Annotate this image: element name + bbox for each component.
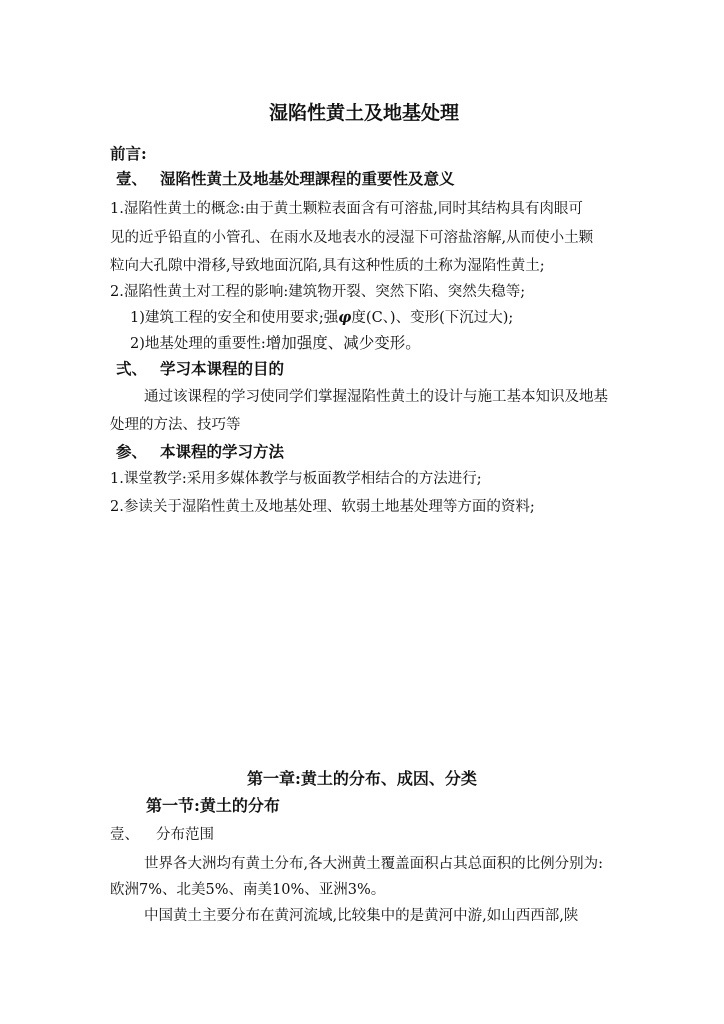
chapter-heading: 第一章:黄土的分布、成因、分类 bbox=[247, 769, 477, 788]
list-item-text: 2)地基处理的重要性: bbox=[130, 336, 266, 352]
section-heading: 第一节:黄土的分布 bbox=[146, 796, 280, 815]
paragraph-line: 2.参读关于湿陷性黄土及地基处理、软弱土地基处理等方面的资料; bbox=[110, 499, 535, 515]
section-1-number: 壹、 bbox=[116, 169, 148, 188]
paragraph-line: 中国黄土主要分布在黄河流域,比较集中的是黄河中游,如山西西部,陕 bbox=[144, 908, 579, 924]
subsection-number: 壹、 bbox=[110, 827, 139, 843]
subsection-heading: 分布范围 bbox=[156, 827, 214, 843]
section-2-number: 弍、 bbox=[116, 359, 148, 378]
paragraph-line: 通过该课程的学习使同学们掌握湿陷性黄土的设计与施工基本知识及地基 bbox=[144, 389, 608, 405]
section-2-heading: 学习本课程的目的 bbox=[160, 359, 285, 378]
phi-symbol: φ bbox=[338, 309, 352, 326]
list-item-text: 度(C、)、变形(下沉过大); bbox=[351, 310, 514, 326]
document-title: 湿陷性黄土及地基处理 bbox=[269, 102, 460, 124]
section-3-heading: 本课程的学习方法 bbox=[160, 442, 285, 461]
list-item bbox=[130, 336, 421, 352]
preface-heading: 前言: bbox=[110, 144, 147, 163]
paragraph-line: 粒向大孔隙中滑移,导致地面沉陷,具有这种性质的土称为湿陷性黄土; bbox=[110, 258, 545, 274]
paragraph-line: 见的近乎铅直的小管孔、在雨水及地表水的浸湿下可溶盐溶解,从而使小土颗 bbox=[110, 230, 594, 246]
paragraph-line: 处理的方法、技巧等 bbox=[110, 417, 241, 433]
paragraph-line: 欧洲7%、北美5%、南美10%、亚洲3%。 bbox=[110, 882, 386, 898]
section-1-heading: 湿陷性黄土及地基处理課程的重要性及意义 bbox=[160, 169, 455, 188]
paragraph-line: 1.课堂教学:采用多媒体教学与板面教学相结合的方法进行; bbox=[110, 471, 482, 487]
list-item bbox=[130, 311, 513, 326]
list-item-text: 1)建筑工程的安全和使用要求;强 bbox=[130, 310, 339, 326]
paragraph-line: 1.湿陷性黄土的概念:由于黄土颗粒表面含有可溶盐,同时其结构具有肉眼可 bbox=[110, 201, 583, 217]
section-3-number: 参、 bbox=[116, 442, 148, 461]
paragraph-line: 2.湿陷性黄土对工程的影响:建筑物开裂、突然下陷、突然失稳等; bbox=[110, 284, 526, 300]
paragraph-line: 世界各大洲均有黄土分布,各大洲黄土覆盖面积占其总面积的比例分别为: bbox=[144, 856, 603, 872]
list-item-emphasis: 增加强度、减少变形。 bbox=[265, 334, 421, 352]
